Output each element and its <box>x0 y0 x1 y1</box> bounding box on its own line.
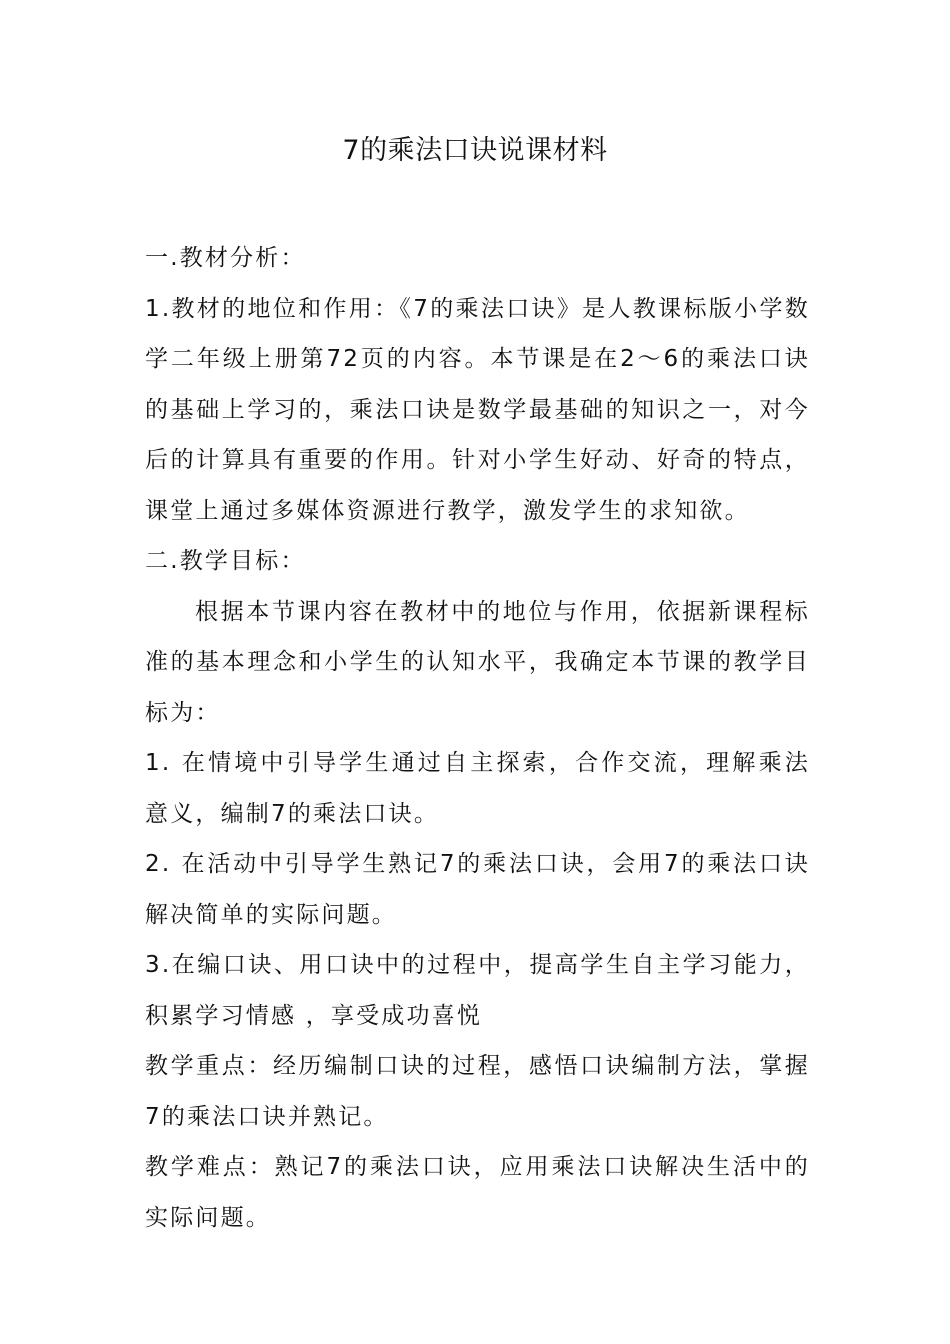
document-title: 7的乘法口诀说课材料 <box>342 135 608 166</box>
paragraph-goals-intro: 根据本节课内容在教材中的地位与作用，依据新课程标准的基本理念和小学生的认知水平，我确定本节课的教学目标为： <box>145 598 810 726</box>
document-body <box>145 233 810 1243</box>
section-heading-textbook-analysis: 一.教材分析： <box>145 245 306 271</box>
paragraph-goal-1: 1. 在情境中引导学生通过自主探索，合作交流，理解乘法意义，编制7的乘法口诀。 <box>145 750 810 827</box>
paragraph-difficult-points: 教学难点：熟记7的乘法口诀，应用乘法口诀解决生活中的实际问题。 <box>145 1154 810 1231</box>
paragraph-key-points: 教学重点：经历编制口诀的过程，感悟口诀编制方法，掌握7的乘法口诀并熟记。 <box>145 1053 810 1130</box>
paragraph-goal-3: 3.在编口诀、用口诀中的过程中，提高学生自主学习能力，积累学习情感 ，享受成功喜悦 <box>145 952 810 1029</box>
paragraph-goal-2: 2. 在活动中引导学生熟记7的乘法口诀，会用7的乘法口诀解决简单的实际问题。 <box>145 851 810 928</box>
section-heading-teaching-goals: 二.教学目标： <box>145 548 306 574</box>
paragraph-textbook-position: 1.教材的地位和作用：《7的乘法口诀》是人教课标版小学数学二年级上册第72页的内容。本节课是在2～6的乘法口诀的基础上学习的，乘法口诀是数学最基础的知识之一，对今后的计算具有重要的作用。针对小学生好动、好奇的特点，课堂上通过多媒体资源进行教学，激发学生的求知欲。 <box>145 295 810 524</box>
